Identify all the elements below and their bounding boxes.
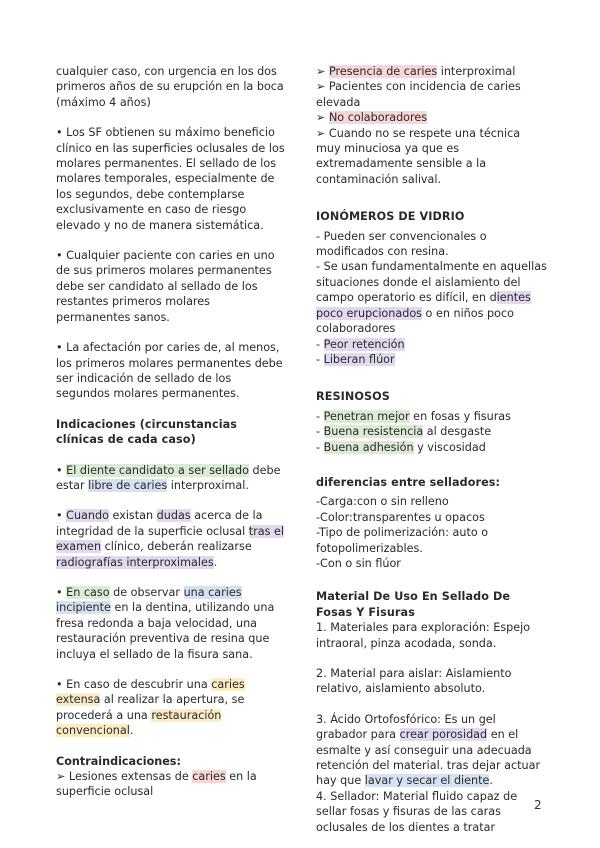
material-item-4: 4. Sellador: Material fluido capaz de sellar fosas y fisuras de las caras oclusales de los dientes a tratar (316, 789, 518, 834)
resinous-heading: RESINOSOS (316, 390, 390, 404)
ionomers-heading: IONÓMEROS DE VIDRIO (316, 210, 465, 224)
material-item-2: 2. Material para aislar: Aislamiento relativo, aislamiento absoluto. (316, 667, 512, 696)
differences-item-1: -Carga:con o sin relleno (316, 495, 449, 509)
differences-item-2: -Color:transparentes u opacos (316, 510, 485, 524)
paragraph-affection: • La afectación por caries de, al menos, los primeros molares permanentes debe ser indicación de sellado de los segundos molares permanentes. (56, 341, 283, 401)
contraindication-4: ➢ No colaboradores (316, 111, 428, 125)
right-column (316, 64, 548, 835)
contraindication-2: ➢ Presencia de caries interproximal (316, 65, 516, 78)
contraindication-1: ➢ Lesiones extensas de caries en la superficie oclusal (56, 770, 257, 799)
differences-item-3: -Tipo de polimerización: auto o fotopolimerizables. (316, 526, 489, 555)
differences-heading: diferencias entre selladores: (316, 475, 501, 489)
resinous-item-1: - Penetran mejor en fosas y fisuras (316, 409, 511, 423)
page-number: 2 (534, 798, 542, 812)
paragraph-sf-benefit: • Los SF obtienen su máximo beneficio clínico en las superficies oclusales de los molares permanentes. El sellado de los molares temporales, especialmente de los segundos, debe contemplarse exclusivamente en caso de riesgo elevado y no de manera sistemática. (56, 126, 285, 232)
ionomers-item-1: - Pueden ser convencionales o modificados con resina. (316, 229, 487, 259)
contraindications-heading: Contraindicaciones: (56, 754, 181, 768)
resinous-item-2: - Buena resistencia al desgaste (316, 425, 492, 439)
indication-4: • En caso de descubrir una caries extensa al realizar la apertura, se procederá a una restauración convencional. (56, 678, 245, 738)
left-column (56, 64, 286, 800)
paragraph-urgency: cualquier caso, con urgencia en los dos primeros años de su erupción en la boca (máximo 4 años) (56, 65, 284, 109)
indication-1: • El diente candidato a ser sellado debe estar libre de caries interproximal. (56, 463, 281, 492)
resinous-item-3: - Buena adhesión y viscosidad (316, 440, 486, 454)
material-item-3: 3. Ácido Ortofosfórico: Es un gel grabador para crear porosidad en el esmalte y así conseguir una adecuada retención del material. tras dejar actuar hay que lavar y secar el diente. (316, 712, 541, 788)
material-heading: Material De Uso En Sellado De Fosas Y Fisuras (316, 590, 511, 619)
indication-2: • Cuando existan dudas acerca de la integridad de la superficie oclusal tras el examen clínico, deberán realizarse radiografías interproximales. (56, 509, 284, 569)
indication-3: • En caso de observar una caries incipiente en la dentina, utilizando una fresa redonda a baja velocidad, una restauración preventiva de resina que incluya el sellado de la fisura sana. (56, 585, 275, 661)
contraindication-5: ➢ Cuando no se respete una técnica muy minuciosa ya que es extremadamente sensible a la contaminación salival. (316, 126, 521, 186)
indications-heading: Indicaciones (circunstancias clínicas de cada caso) (56, 417, 238, 447)
material-item-1: 1. Materiales para exploración: Espejo intraoral, pinza acodada, sonda. (316, 621, 531, 650)
ionomers-item-2: - Se usan fundamentalmente en aquellas situaciones donde el aislamiento del campo operatorio es difícil, en dientes poco erupcionados o en niños poco colaboradores (316, 260, 547, 336)
paragraph-candidate: • Cualquier paciente con caries en uno de sus primeros molares permanentes debe ser candidato al sellado de los restantes primeros molares permanentes sanos. (56, 249, 275, 324)
ionomers-item-3: - Peor retención (316, 337, 405, 351)
contraindication-3: ➢ Pacientes con incidencia de caries elevada (316, 80, 521, 109)
differences-item-4: -Con o sin flúor (316, 556, 401, 570)
ionomers-item-4: - Liberan flúor (316, 352, 395, 366)
